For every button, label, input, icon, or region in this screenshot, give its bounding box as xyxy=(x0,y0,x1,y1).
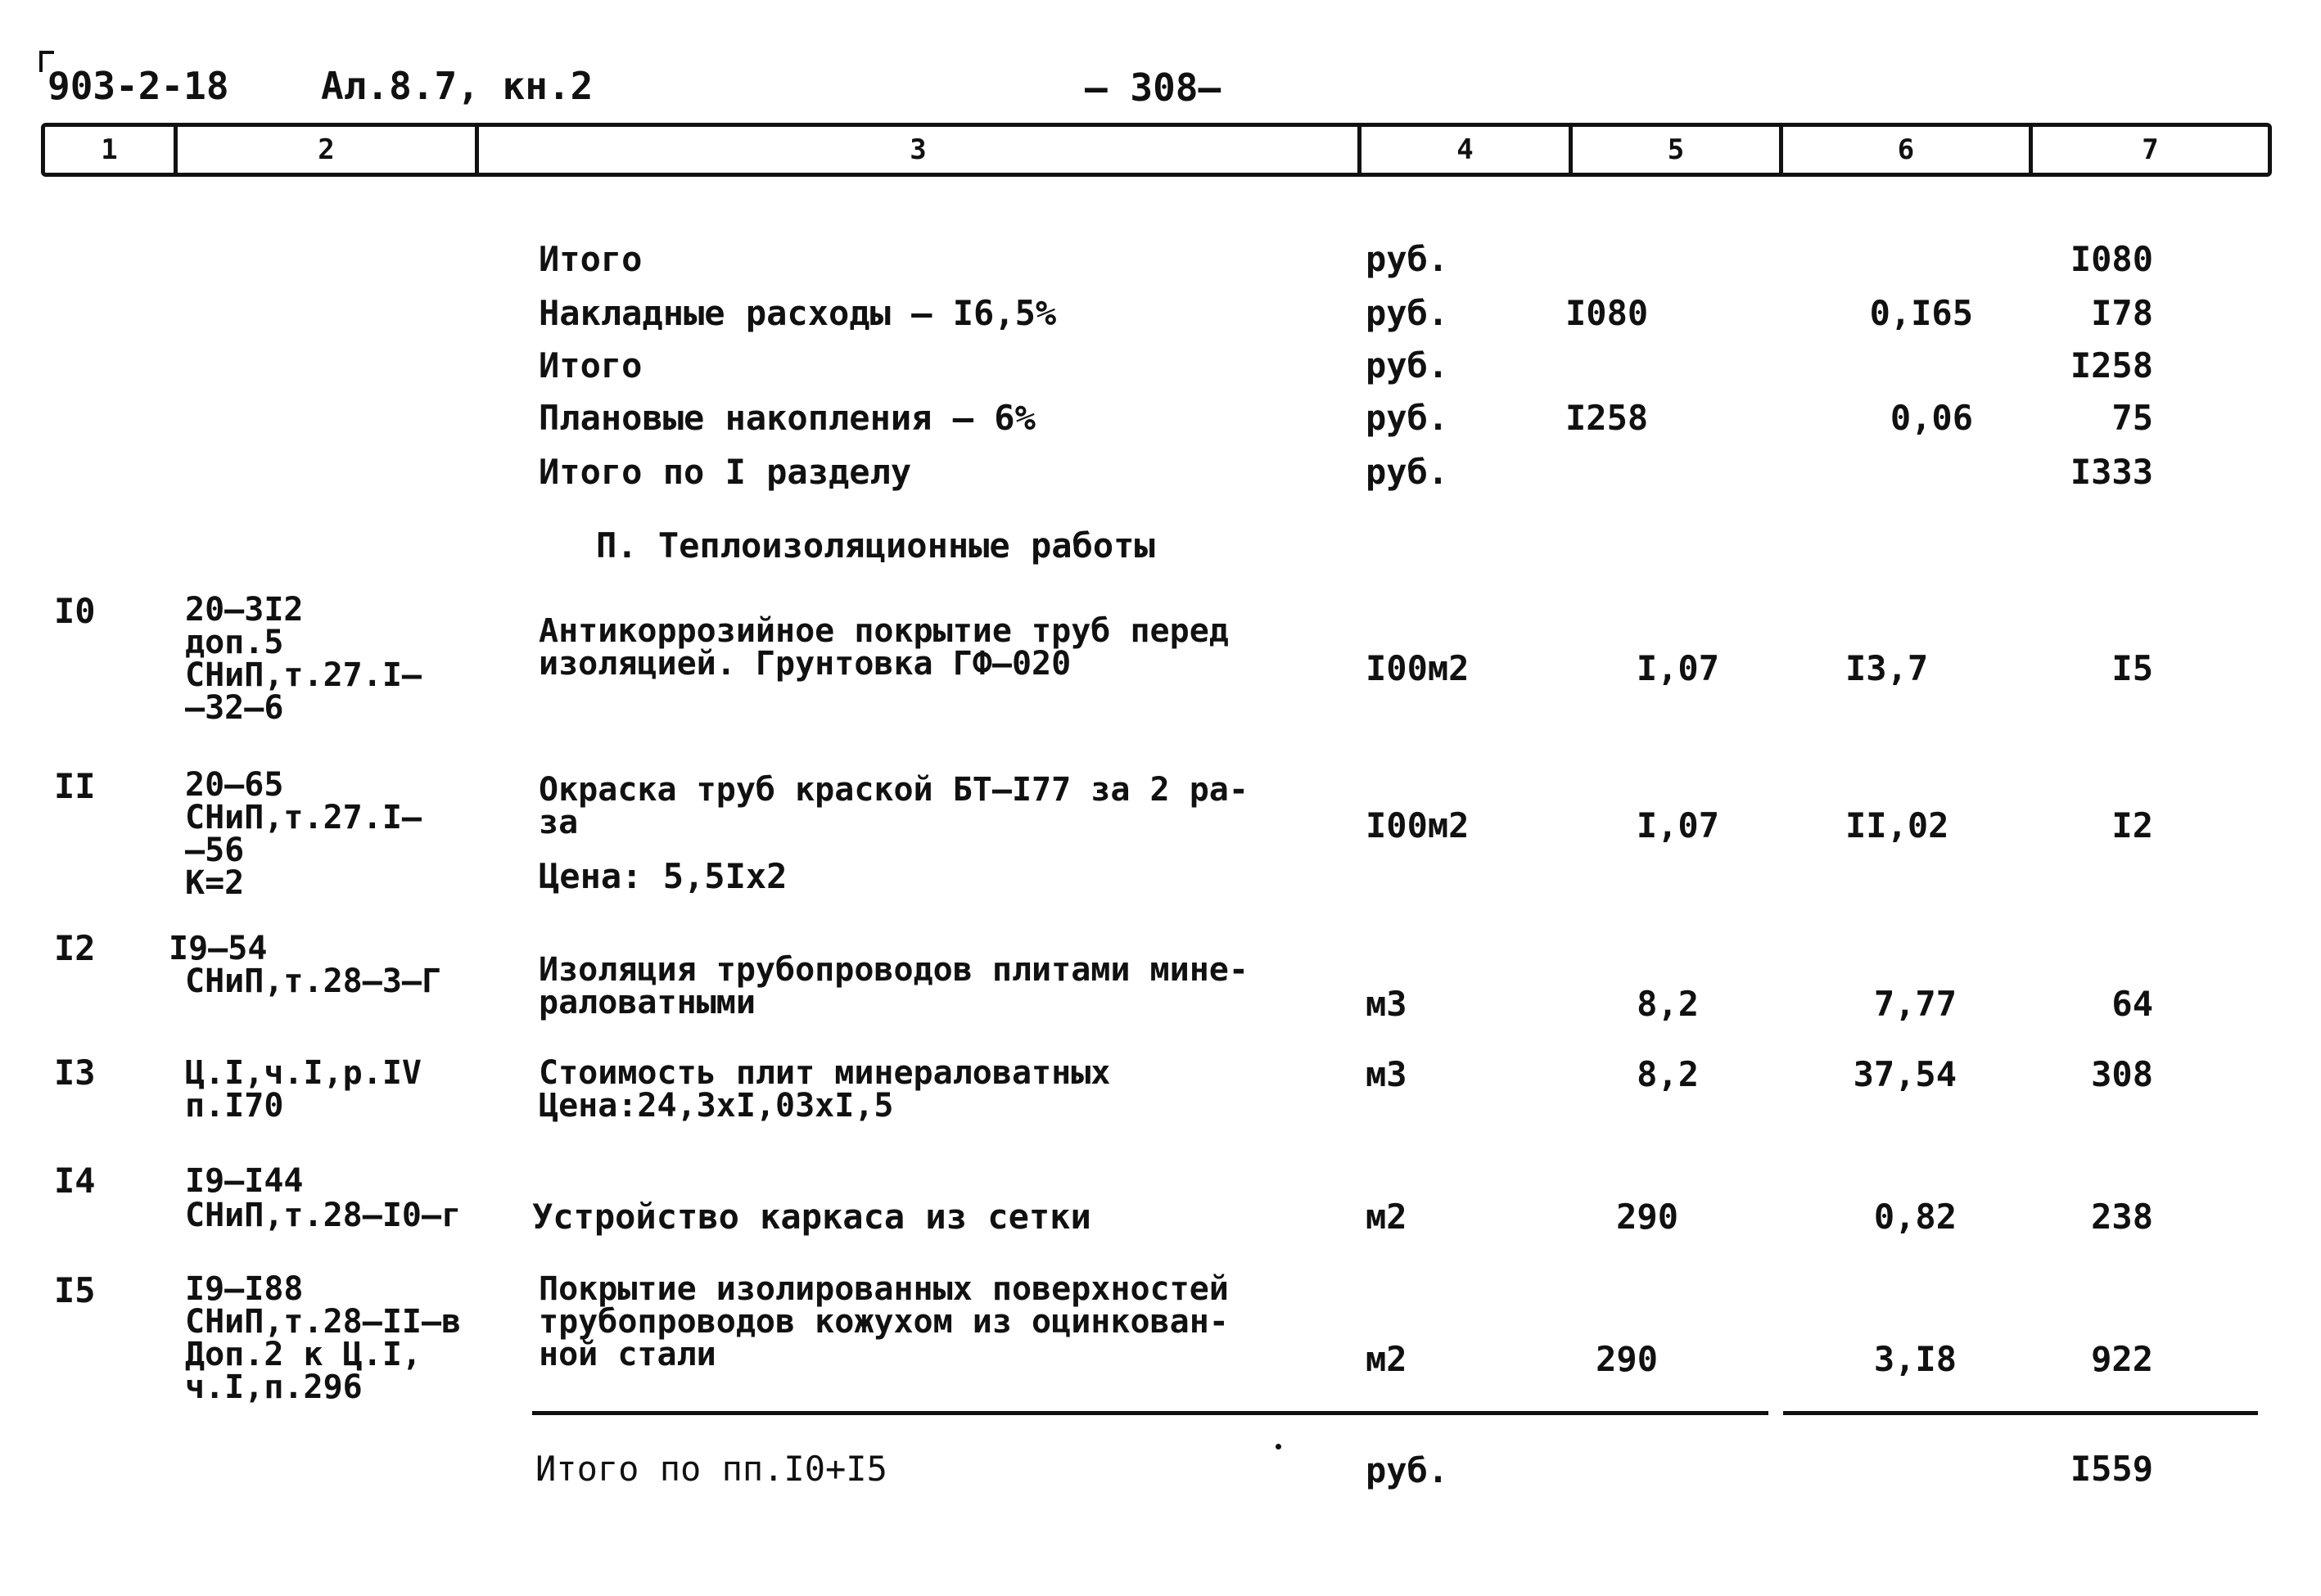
item-description-line: Изоляция трубопроводов плитами мине- xyxy=(539,951,1249,989)
item-code-line: Доп.2 к Ц.I, xyxy=(185,1336,422,1373)
item-description-line: Цена:24,3хI,03хI,5 xyxy=(539,1087,894,1125)
item-price: 0,82 xyxy=(1873,1197,1957,1237)
separator-rule xyxy=(1783,1411,2258,1415)
item-quantity: I,07 xyxy=(1636,805,1719,845)
ink-dot xyxy=(1276,1444,1281,1449)
summary-name: Итого xyxy=(539,239,643,279)
item-quantity: 8,2 xyxy=(1637,984,1699,1024)
summary-name: Плановые накопления – 6% xyxy=(539,398,1036,438)
column-number: 5 xyxy=(1573,127,1783,173)
column-number: 6 xyxy=(1783,127,2033,173)
album-reference: Ал.8.7, кн.2 xyxy=(321,64,594,108)
final-total-unit: руб. xyxy=(1366,1450,1449,1490)
item-price: II,02 xyxy=(1845,805,1949,845)
item-description-line: Окраска труб краской БТ–I77 за 2 ра- xyxy=(539,771,1249,809)
doc-code: 903-2-18 xyxy=(47,64,229,108)
item-unit: м2 xyxy=(1366,1339,1407,1379)
item-number: I3 xyxy=(54,1053,96,1093)
item-code-line: СНиП,т.28–I0–г xyxy=(185,1197,462,1234)
item-total: 64 xyxy=(2111,984,2153,1024)
item-price: 3,I8 xyxy=(1873,1339,1957,1379)
item-unit: I00м2 xyxy=(1366,805,1470,845)
item-code-line: 20–3I2 xyxy=(185,591,304,629)
item-code-line: СНиП,т.28–3–Г xyxy=(185,963,442,1000)
column-number-strip xyxy=(41,123,2272,177)
summary-unit: руб. xyxy=(1366,452,1449,492)
item-code-line: –56 xyxy=(185,832,245,869)
column-number: 4 xyxy=(1361,127,1573,173)
item-unit: м3 xyxy=(1366,1054,1407,1094)
final-total-name: Итого по пп.I0+I5 xyxy=(535,1449,887,1489)
item-description-line: Антикоррозийное покрытие труб перед xyxy=(539,612,1229,650)
item-code-line: 20–65 xyxy=(185,766,284,804)
item-quantity: 8,2 xyxy=(1637,1054,1699,1094)
summary-name: Итого по I разделу xyxy=(539,452,912,492)
item-price: I3,7 xyxy=(1845,648,1929,688)
item-description-line: за xyxy=(539,804,579,841)
item-total: I2 xyxy=(2111,805,2153,845)
item-description-line: раловатными xyxy=(539,984,756,1021)
item-description-line: трубопроводов кожухом из оцинкован- xyxy=(539,1303,1229,1341)
item-description-line: Стоимость плит минераловатных xyxy=(539,1054,1111,1092)
item-price: 37,54 xyxy=(1853,1054,1957,1094)
item-price: 7,77 xyxy=(1873,984,1957,1024)
summary-name: Накладные расходы – I6,5% xyxy=(539,293,1057,333)
item-description-line: Устройство каркаса из сетки xyxy=(532,1197,1091,1237)
item-number: I4 xyxy=(54,1161,96,1201)
item-number: I5 xyxy=(54,1270,96,1310)
item-code-line: СНиП,т.28–II–в xyxy=(185,1303,462,1341)
summary-total: I080 xyxy=(2070,239,2153,279)
summary-unit: руб. xyxy=(1366,239,1449,279)
item-code-line: I9–I44 xyxy=(185,1162,304,1200)
item-code-line: Ц.I,ч.I,р.IV xyxy=(185,1054,422,1092)
item-description-line: Покрытие изолированных поверхностей xyxy=(539,1270,1229,1308)
item-total: 922 xyxy=(2091,1339,2153,1379)
summary-base: I080 xyxy=(1565,293,1649,333)
item-code-line: доп.5 xyxy=(185,624,284,661)
final-total-value: I559 xyxy=(2070,1449,2153,1489)
item-code-line: СНиП,т.27.I– xyxy=(185,656,422,694)
item-quantity: 290 xyxy=(1616,1197,1678,1237)
separator-rule xyxy=(532,1411,1768,1415)
item-number: I2 xyxy=(54,928,96,968)
column-number: 3 xyxy=(479,127,1361,173)
page-number: — 308— xyxy=(1085,65,1221,110)
item-total: I5 xyxy=(2111,648,2153,688)
summary-unit: руб. xyxy=(1366,398,1449,438)
item-total: 308 xyxy=(2091,1054,2153,1094)
item-unit: I00м2 xyxy=(1366,648,1470,688)
item-code-line: I9–54 xyxy=(169,930,268,967)
section-title: П. Теплоизоляционные работы xyxy=(596,525,1155,566)
summary-total: I333 xyxy=(2070,452,2153,492)
summary-unit: руб. xyxy=(1366,345,1449,385)
item-code-line: ч.I,п.296 xyxy=(185,1368,363,1406)
item-quantity: 290 xyxy=(1596,1339,1658,1379)
item-unit: м3 xyxy=(1366,984,1407,1024)
summary-base: I258 xyxy=(1565,398,1649,438)
item-code-line: I9–I88 xyxy=(185,1270,304,1308)
summary-name: Итого xyxy=(539,345,643,385)
item-code-line: п.I70 xyxy=(185,1087,284,1125)
summary-rate: 0,06 xyxy=(1890,398,1973,438)
item-description-line: ной стали xyxy=(539,1336,716,1373)
item-code-line: СНиП,т.27.I– xyxy=(185,799,422,836)
item-description-line: изоляцией. Грунтовка ГФ–020 xyxy=(539,645,1072,683)
summary-total: I78 xyxy=(2091,293,2153,333)
summary-total: 75 xyxy=(2111,398,2153,438)
column-number: 2 xyxy=(178,127,479,173)
item-price-note: Цена: 5,5Iх2 xyxy=(539,856,788,896)
column-number: 1 xyxy=(45,127,178,173)
item-code-line: –32–6 xyxy=(185,689,284,727)
summary-unit: руб. xyxy=(1366,293,1449,333)
item-number: I0 xyxy=(54,591,96,631)
item-total: 238 xyxy=(2091,1197,2153,1237)
summary-rate: 0,I65 xyxy=(1869,293,1973,333)
item-number: II xyxy=(54,766,96,806)
item-code-line: К=2 xyxy=(185,864,245,902)
summary-total: I258 xyxy=(2070,345,2153,385)
item-unit: м2 xyxy=(1366,1197,1407,1237)
item-quantity: I,07 xyxy=(1636,648,1719,688)
column-number: 7 xyxy=(2142,133,2159,166)
